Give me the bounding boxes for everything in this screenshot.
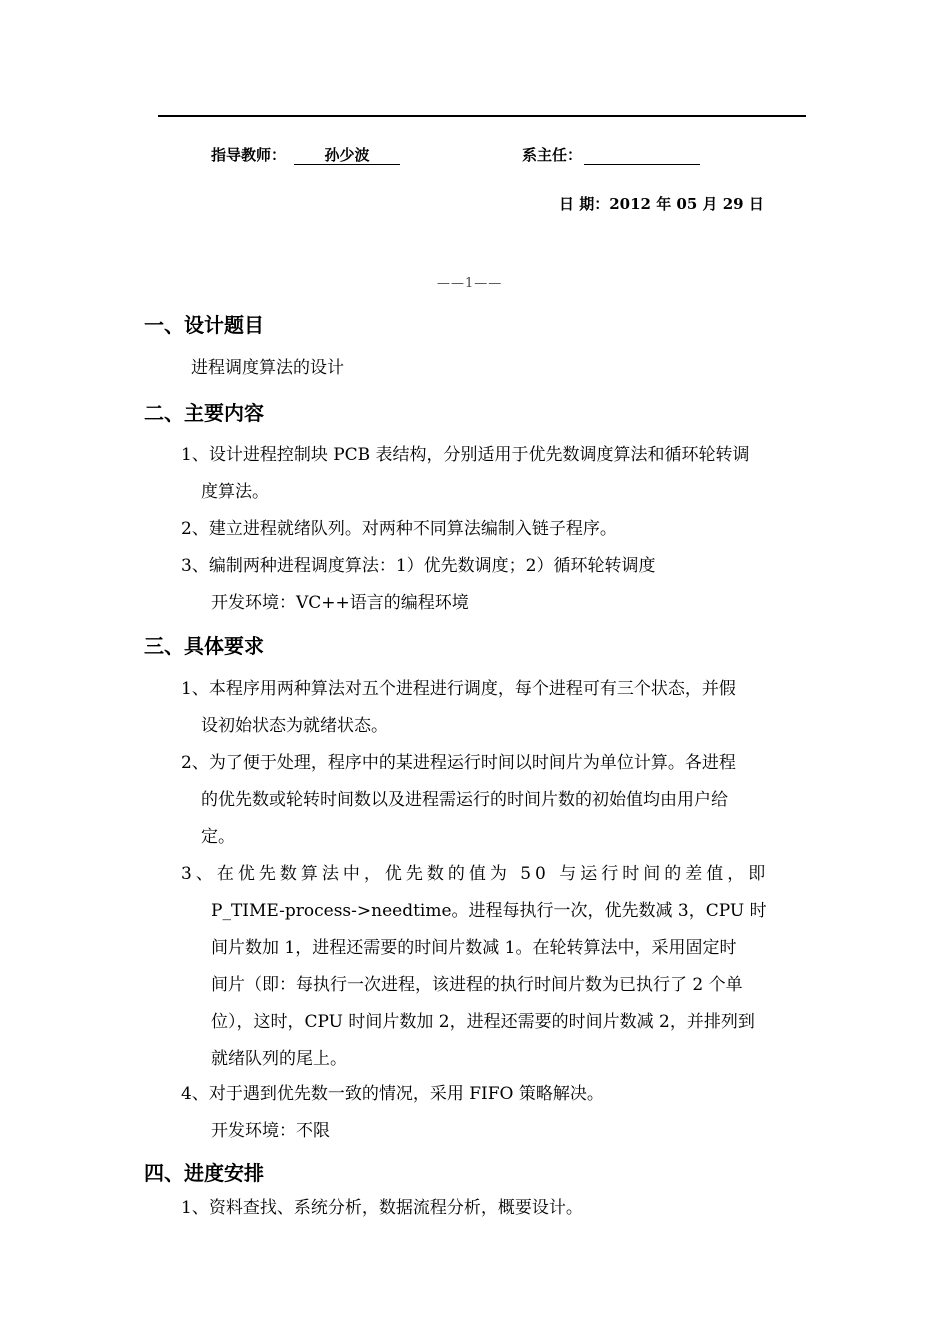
advisor-signature	[211, 144, 400, 165]
section-heading-schedule: 四、进度安排	[144, 1161, 264, 1185]
requirements-item-2-line-1: 2、为了便于处理，程序中的某进程运行时间以时间片为单位计算。各进程	[181, 753, 736, 773]
director-signature-line	[584, 144, 700, 165]
requirements-item-4: 4、对于遇到优先数一致的情况，采用 FIFO 策略解决。	[181, 1084, 604, 1104]
advisor-label: 指导教师：	[211, 146, 287, 164]
director-label: 系主任：	[522, 146, 583, 164]
section-heading-main-content: 二、主要内容	[144, 401, 264, 425]
requirements-item-1-line-2: 设初始状态为就绪状态。	[201, 716, 388, 736]
schedule-item-1: 1、资料查找、系统分析，数据流程分析，概要设计。	[181, 1198, 583, 1218]
main-content-item-1-line-1: 1、设计进程控制块 PCB 表结构，分别适用于优先数调度算法和循环轮转调	[181, 445, 750, 465]
section-heading-design-topic: 一、设计题目	[144, 313, 264, 337]
page-number: ——1——	[437, 276, 503, 291]
director-signature	[522, 144, 700, 165]
requirements-item-3-line-1: 3、在优先数算法中，优先数的值为 50 与运行时间的差值，即	[181, 864, 770, 884]
requirements-item-3-line-6: 就绪队列的尾上。	[211, 1049, 347, 1069]
main-content-item-2: 2、建立进程就绪队列。对两种不同算法编制入链子程序。	[181, 519, 617, 539]
signature-date: 日 期：2012 年 05 月 29 日	[559, 195, 764, 213]
main-content-item-3: 3、编制两种进程调度算法：1）优先数调度；2）循环轮转调度	[181, 556, 656, 576]
requirements-item-3-line-5: 位），这时，CPU 时间片数加 2，进程还需要的时间片数减 2，并排列到	[211, 1012, 755, 1032]
main-content-item-1-cont: 度算法。	[201, 482, 269, 502]
requirements-item-2-line-2: 的优先数或轮转时间数以及进程需运行的时间片数的初始值均由用户给	[201, 790, 728, 810]
main-content-env: 开发环境：VC++语言的编程环境	[211, 593, 469, 613]
requirements-item-3-line-2: P_TIME-process->needtime。进程每执行一次，优先数减 3，CPU 时	[211, 901, 767, 921]
advisor-name-line	[294, 144, 400, 165]
requirements-item-3-line-3: 间片数加 1，进程还需要的时间片数减 1。在轮转算法中，采用固定时	[211, 938, 737, 958]
advisor-name: 孙少波	[324, 146, 370, 164]
design-topic-text: 进程调度算法的设计	[191, 358, 344, 378]
requirements-item-3-line-4: 间片（即：每执行一次进程，该进程的执行时间片数为已执行了 2 个单	[211, 975, 743, 995]
requirements-env: 开发环境：不限	[211, 1121, 330, 1141]
main-content-item-1	[181, 437, 807, 474]
requirements-item-2-line-3: 定。	[201, 827, 235, 847]
section-heading-requirements: 三、具体要求	[144, 634, 264, 658]
top-rule	[158, 115, 806, 117]
requirements-item-1-line-1: 1、本程序用两种算法对五个进程进行调度，每个进程可有三个状态，并假	[181, 679, 736, 699]
